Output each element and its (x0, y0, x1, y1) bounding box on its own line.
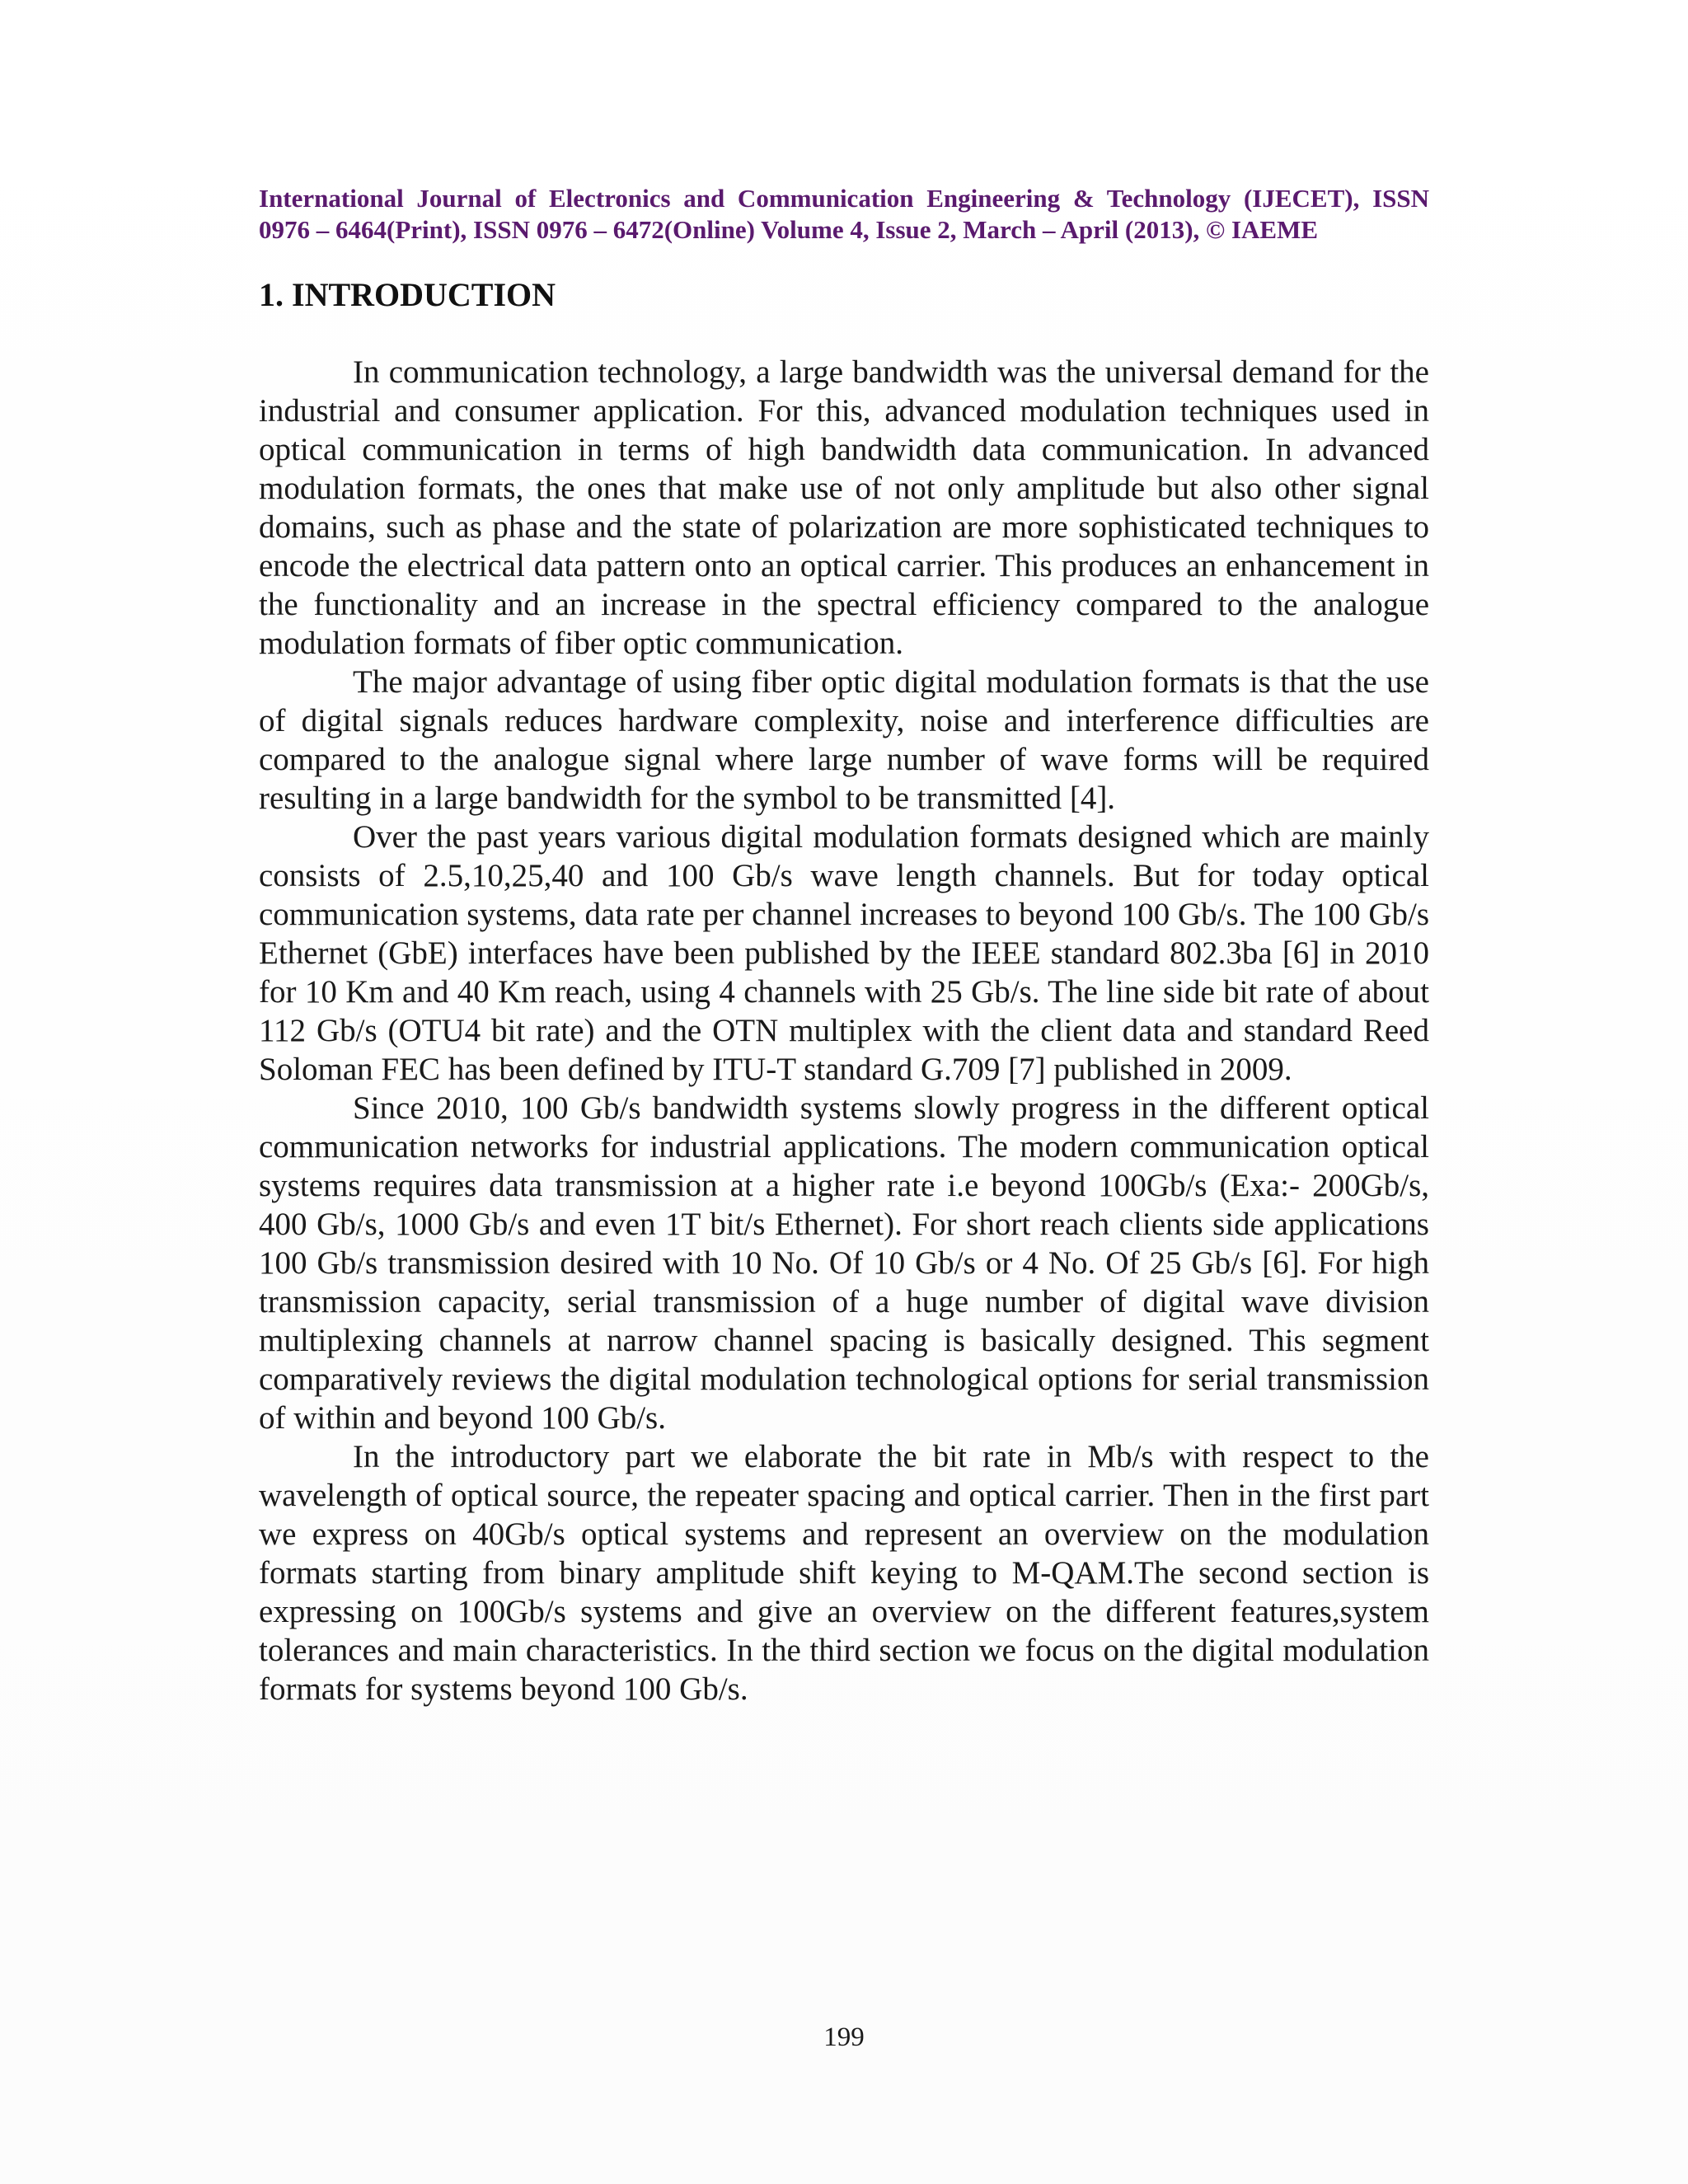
section-heading: 1. INTRODUCTION (259, 276, 556, 313)
paragraph-5: In the introductory part we elaborate the bit rate in Mb/s with respect to the wavelength of optical source, the repeater spacing and optical carrier. Then in the first part we express on 40Gb/s optical systems and represent an overview on the modulation formats starting from binary amplitude shift keying to M-QAM.The second section is expressing on 100Gb/s systems and give an overview on the different features,system tolerances and main characteristics. In the third section we focus on the digital modulation formats for systems beyond 100 Gb/s. (259, 1439, 1429, 1707)
journal-running-header (259, 183, 1429, 246)
paragraph-2: The major advantage of using fiber optic digital modulation formats is that the use of digital signals reduces hardware complexity, noise and interference difficulties are compared to the analogue signal where large number of wave forms will be required resulting in a large bandwidth for the symbol to be transmitted [4]. (259, 664, 1429, 816)
paragraph-3: Over the past years various digital modulation formats designed which are mainly consists of 2.5,10,25,40 and 100 Gb/s wave length channels. But for today optical communication systems, data rate per channel increases to beyond 100 Gb/s. The 100 Gb/s Ethernet (GbE) interfaces have been published by the IEEE standard 802.3ba [6] in 2010 for 10 Km and 40 Km reach, using 4 channels with 25 Gb/s. The line side bit rate of about 112 Gb/s (OTU4 bit rate) and the OTN multiplex with the client data and standard Reed Soloman FEC has been defined by ITU-T standard G.709 [7] published in 2009. (259, 819, 1429, 1087)
paragraph-1: In communication technology, a large bandwidth was the universal demand for the industrial and consumer application. For this, advanced modulation techniques used in optical communication in terms of high bandwidth data communication. In advanced modulation formats, the ones that make use of not only amplitude but also other signal domains, such as phase and the state of polarization are more sophisticated techniques to encode the electrical data pattern onto an optical carrier. This produces an enhancement in the functionality and an increase in the spectral efficiency compared to the analogue modulation formats of fiber optic communication. (259, 354, 1429, 661)
journal-header-line-1: International Journal of Electronics and Communication Engineering & Technology (IJECET), ISSN (259, 184, 1429, 213)
page-number: 199 (823, 2022, 865, 2052)
paragraph-4: Since 2010, 100 Gb/s bandwidth systems slowly progress in the different optical communication networks for industrial applications. The modern communication optical systems requires data transmission at a higher rate i.e beyond 100Gb/s (Exa:- 200Gb/s, 400 Gb/s, 1000 Gb/s and even 1T bit/s Ethernet). For short reach clients side applications 100 Gb/s transmission desired with 10 No. Of 10 Gb/s or 4 No. Of 25 Gb/s [6]. For high transmission capacity, serial transmission of a huge number of digital wave division multiplexing channels at narrow channel spacing is basically designed. This segment comparatively reviews the digital modulation technological options for serial transmission of within and beyond 100 Gb/s. (259, 1090, 1429, 1436)
journal-header-line-2: 0976 – 6464(Print), ISSN 0976 – 6472(Online) Volume 4, Issue 2, March – April (2013), © IAEME (259, 215, 1319, 244)
body-text (259, 353, 1429, 1708)
